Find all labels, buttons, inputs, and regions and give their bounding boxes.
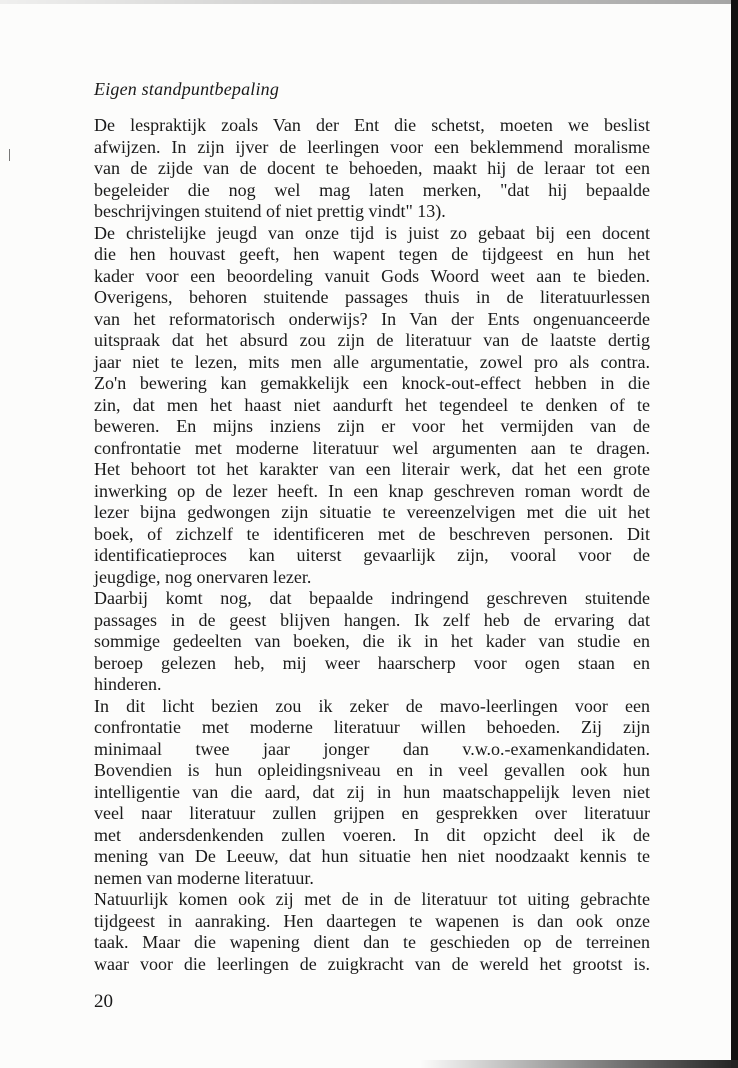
text-line: tijdgeest in aanraking. Hen daartegen te wapenen is dan ook onze [94, 910, 650, 931]
text-line: minimaal twee jaar jonger dan v.w.o.-examenkandidaten. [94, 738, 650, 759]
text-line: begeleider die nog wel mag laten merken, "dat hij bepaalde [94, 179, 650, 200]
text-line: confrontatie met moderne literatuur willen behoeden. Zij zijn [94, 717, 650, 737]
text-line: jeugdige, nog onervaren lezer. [94, 566, 312, 587]
text-line: van de zijde van de docent te behoeden, maakt hij de leraar tot een [94, 158, 650, 178]
text-line: inwerking op de lezer heeft. In een knap geschreven roman wordt de [94, 480, 650, 501]
text-line: confrontatie met moderne literatuur wel argumenten aan te dragen. [94, 437, 650, 458]
margin-mark [9, 149, 10, 161]
section-heading: Eigen standpuntbepaling [94, 79, 280, 99]
page-number: 20 [94, 991, 113, 1012]
text-line: waar voor die leerlingen de zuigkracht van de wereld het grootst is. [94, 953, 650, 974]
text-line: veel naar literatuur zullen grijpen en gesprekken over literatuur [94, 803, 650, 823]
text-line: jaar niet te lezen, mits men alle argumentatie, zowel pro als contra. [94, 351, 650, 372]
page-bottom-shadow [420, 1060, 738, 1068]
text-line: sommige gedeelten van boeken, die ik in het kader van studie en [94, 631, 650, 651]
text-line: Natuurlijk komen ook zij met de in de literatuur tot uiting gebrachte [94, 889, 650, 909]
body-text [94, 115, 650, 975]
text-line: die hen houvast geeft, hen wapent tegen de tijdgeest en hun het [94, 244, 650, 264]
text-line: identificatieproces kan uiterst gevaarlijk zijn, vooral voor de [94, 545, 650, 565]
text-line: kader voor een beoordeling vanuit Gods Woord weet aan te bieden. [94, 265, 650, 286]
text-line: boek, of zichzelf te identificeren met de beschreven personen. Dit [94, 523, 650, 544]
text-line: nemen van moderne literatuur. [94, 867, 314, 888]
text-line: De lespraktijk zoals Van der Ent die schetst, moeten we beslist [94, 115, 650, 135]
text-line: passages in de geest blijven hangen. Ik zelf heb de ervaring dat [94, 609, 650, 630]
text-line: In dit licht bezien zou ik zeker de mavo-leerlingen voor een [94, 695, 650, 716]
text-line: Daarbij komt nog, dat bepaalde indringend geschreven stuitende [94, 588, 650, 608]
text-line: afwijzen. In zijn ijver de leerlingen voor een beklemmend moralisme [94, 136, 650, 157]
text-line: lezer bijna gedwongen zijn situatie te vereenzelvigen met die uit het [94, 502, 650, 522]
text-line: beschrijvingen stuitend of niet prettig vindt" 13). [94, 201, 446, 221]
text-line: Zo'n bewering kan gemakkelijk een knock-out-effect hebben in die [94, 373, 650, 393]
text-line: mening van De Leeuw, dat hun situatie hen niet noodzaakt kennis te [94, 846, 650, 866]
text-line: intelligentie van die aard, dat zij in hun maatschappelijk leven niet [94, 781, 650, 802]
text-line: Bovendien is hun opleidingsniveau en in veel gevallen ook hun [94, 760, 650, 780]
text-line: beweren. En mijns inziens zijn er voor het vermijden van de [94, 416, 650, 436]
page-right-edge [731, 0, 738, 1068]
text-line: zin, dat men het haast niet aandurft het tegendeel te denken of te [94, 394, 650, 415]
page-top-shadow [0, 0, 738, 4]
text-line: beroep gelezen heb, mij weer haarscherp voor ogen staan en [94, 652, 650, 673]
text-line: van het reformatorisch onderwijs? In Van der Ents ongenuanceerde [94, 308, 650, 329]
text-line: hinderen. [94, 674, 162, 694]
text-line: Het behoort tot het karakter van een literair werk, dat het een grote [94, 459, 650, 479]
text-line: taak. Maar die wapening dient dan te geschieden op de terreinen [94, 932, 650, 952]
text-line: uitspraak dat het absurd zou zijn de literatuur van de laatste dertig [94, 330, 650, 350]
text-line: Overigens, behoren stuitende passages thuis in de literatuurlessen [94, 287, 650, 307]
text-line: De christelijke jeugd van onze tijd is juist zo gebaat bij een docent [94, 222, 650, 243]
text-line: met andersdenkenden zullen voeren. In dit opzicht deel ik de [94, 824, 650, 845]
